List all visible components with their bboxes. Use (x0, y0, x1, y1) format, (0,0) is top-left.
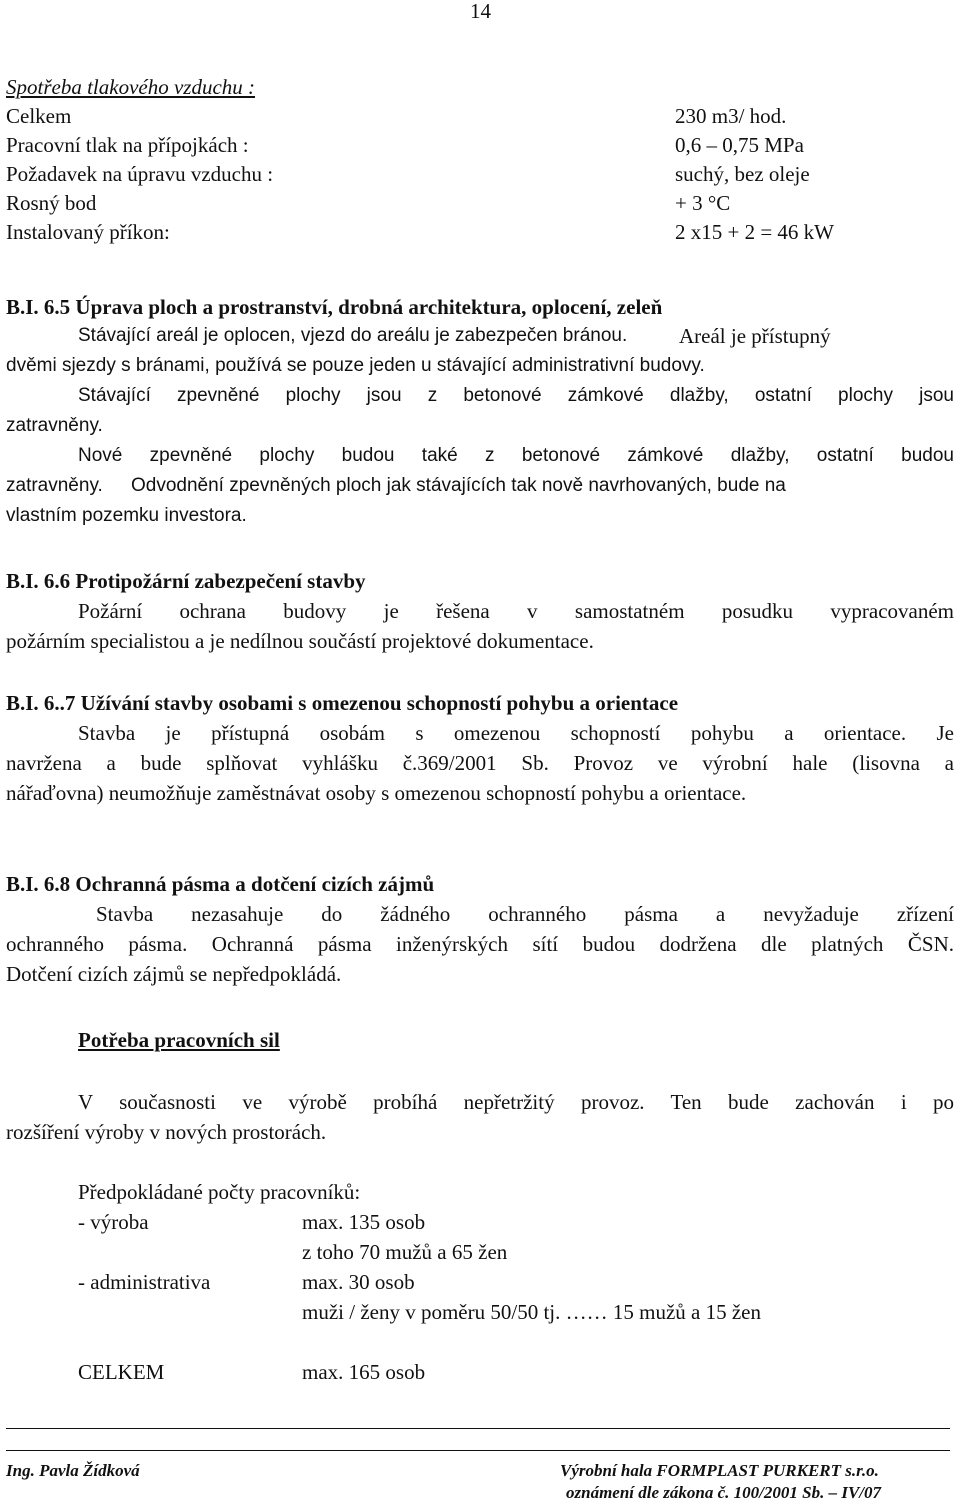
section-text: Stavba nezasahuje do žádného ochranného pásma a nevyžaduje zřízení (96, 902, 954, 926)
workforce-value: z toho 70 mužů a 65 žen (302, 1240, 508, 1264)
air-label: Pracovní tlak na přípojkách : (6, 133, 249, 157)
section-text: Stávající zpevněné plochy jsou z betonové zámkové dlažby, ostatní plochy jsou (78, 385, 954, 406)
footer-rule (6, 1428, 950, 1429)
section-text: Dotčení cizích zájmů se nepředpokládá. (6, 962, 342, 986)
workforce-value: max. 30 osob (302, 1270, 415, 1294)
section-text: Nové zpevněné plochy budou také z betonové zámkové dlažby, ostatní budou (78, 445, 954, 466)
section-text: Stavba je přístupná osobám s omezenou schopností pohybu a orientace. Je (78, 721, 954, 745)
air-label: Celkem (6, 104, 72, 128)
section-text: Odvodnění zpevněných ploch jak stávajících tak nově navrhovaných, bude na (131, 475, 786, 496)
footer-rule (6, 1450, 950, 1451)
air-value: suchý, bez oleje (675, 162, 810, 186)
air-label: Požadavek na úpravu vzduchu : (6, 162, 274, 186)
air-value: 2 x15 + 2 = 46 kW (675, 220, 835, 244)
section-text: nářaďovna) neumožňuje zaměstnávat osoby s omezenou schopností pohybu a orientace. (6, 781, 747, 805)
section-text: zatravněny. (6, 475, 103, 496)
air-label: Rosný bod (6, 191, 97, 215)
workforce-heading: Potřeba pracovních sil (78, 1028, 280, 1052)
workforce-value: max. 165 osob (302, 1360, 426, 1384)
section-text: zatravněny. (6, 415, 103, 436)
section-text: Požární ochrana budovy je řešena v samostatném posudku vypracovaném (78, 599, 954, 623)
section-text: ochranného pásma. Ochranná pásma inženýrských sítí budou dodržena dle platných ČSN. (6, 932, 954, 956)
section-heading-6-5: B.I. 6.5 Úprava ploch a prostranství, drobná architektura, oplocení, zeleň (6, 295, 663, 319)
footer-author: Ing. Pavla Žídková (6, 1461, 140, 1480)
air-label: Instalovaný příkon: (6, 220, 170, 244)
footer-project: Výrobní hala FORMPLAST PURKERT s.r.o. (560, 1461, 879, 1480)
footer-notice: oznámení dle zákona č. 100/2001 Sb. – IV/07 (566, 1483, 882, 1502)
section-text: požárním specialistou a je nedílnou součástí projektové dokumentace. (6, 629, 594, 653)
air-value: + 3 °C (675, 191, 731, 215)
section-text: rozšíření výroby v nových prostorách. (6, 1120, 327, 1144)
workforce-label: - administrativa (78, 1270, 211, 1294)
air-title: Spotřeba tlakového vzduchu : (6, 75, 256, 99)
workforce-label: - výroba (78, 1210, 149, 1234)
workforce-label: CELKEM (78, 1360, 165, 1384)
section-text: Stávající areál je oplocen, vjezd do areálu je zabezpečen bránou. (78, 325, 628, 346)
section-text: Areál je přístupný (679, 324, 831, 348)
workforce-value: max. 135 osob (302, 1210, 426, 1234)
section-text: navržena a bude splňovat vyhlášku č.369/2001 Sb. Provoz ve výrobní hale (lisovna a (6, 751, 954, 775)
workforce-value: muži / ženy v poměru 50/50 tj. …… 15 mužů a 15 žen (302, 1300, 761, 1324)
workforce-counts-title: Předpokládané počty pracovníků: (78, 1180, 361, 1204)
section-heading-6-8: B.I. 6.8 Ochranná pásma a dotčení cizích zájmů (6, 872, 435, 896)
air-value: 230 m3/ hod. (675, 104, 787, 128)
section-text: V současnosti ve výrobě probíhá nepřetržitý provoz. Ten bude zachován i po (78, 1090, 954, 1114)
page-number: 14 (470, 0, 491, 23)
air-value: 0,6 – 0,75 MPa (675, 133, 804, 157)
section-heading-6-7: B.I. 6..7 Užívání stavby osobami s omezenou schopností pohybu a orientace (6, 691, 679, 715)
section-text: dvěmi sjezdy s bránami, používá se pouze jeden u stávající administrativní budovy. (6, 355, 705, 376)
section-heading-6-6: B.I. 6.6 Protipožární zabezpečení stavby (6, 569, 366, 593)
section-text: vlastním pozemku investora. (6, 505, 247, 526)
